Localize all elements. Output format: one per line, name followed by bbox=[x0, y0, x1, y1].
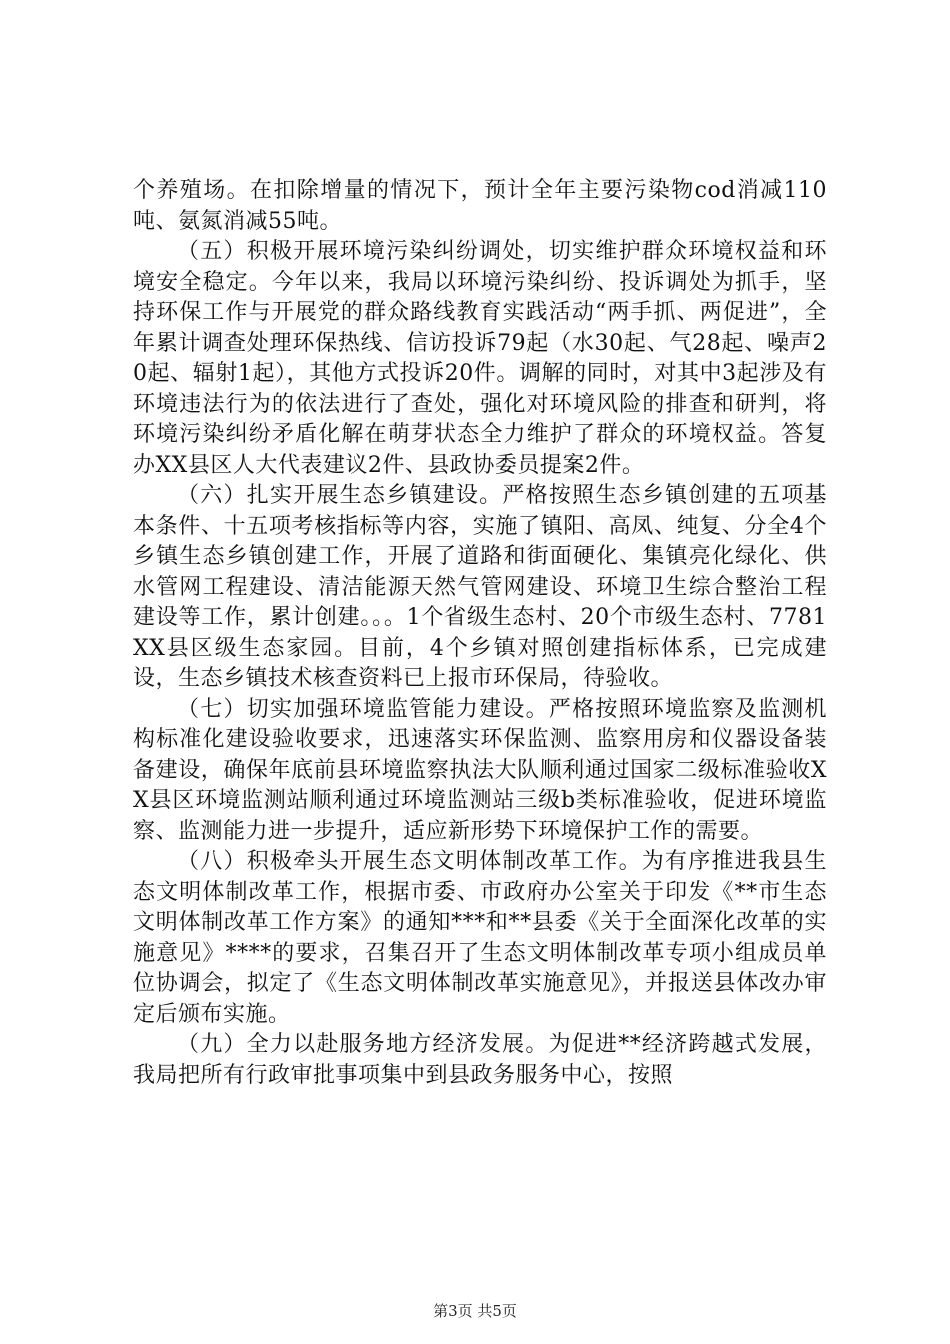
paragraph-6: （九）全力以赴服务地方经济发展。为促进**经济跨越式发展，我局把所有行政审批事项集中到县政务服务中心，按照 bbox=[133, 1032, 827, 1088]
paragraph-5: （八）积极牵头开展生态文明体制改革工作。为有序推进我县生态文明体制改革工作，根据市委、市政府办公室关于印发《**市生态文明体制改革工作方案》的通知***和**县委《关于全面深化改革的实施意见》****的要求，召集召开了生态文明体制改革专项小组成员单位协调会，拟定了《生态文明体制改革实施意见》，并报送县体改办审定后颁布实施。 bbox=[133, 849, 827, 1027]
document-body bbox=[133, 176, 827, 1091]
paragraph-3: （六）扎实开展生态乡镇建设。严格按照生态乡镇创建的五项基本条件、十五项考核指标等内容，实施了镇阳、高凤、纯复、分全4个乡镇生态乡镇创建工作，开展了道路和街面硬化、集镇亮化绿化、供水管网工程建设、清洁能源天然气管网建设、环境卫生综合整治工程建设等工作，累计创建。。。1个省级生态村、20个市级生态村、7781XX县区级生态家园。目前，4个乡镇对照创建指标体系，已完成建设，生态乡镇技术核查资料已上报市环保局，待验收。 bbox=[133, 483, 827, 691]
paragraph-1: 个养殖场。在扣除增量的情况下，预计全年主要污染物cod消减110吨、氨氮消减55吨。 bbox=[133, 178, 827, 234]
paragraph-4: （七）切实加强环境监管能力建设。严格按照环境监察及监测机构标准化建设验收要求，迅速落实环保监测、监察用房和仪器设备装备建设，确保年底前县环境监察执法大队顺利通过国家二级标准验收XX县区环境监测站顺利通过环境监测站三级b类标准验收，促进环境监察、监测能力进一步提升，适应新形势下环境保护工作的需要。 bbox=[133, 696, 827, 844]
page-number-footer: 第3页 共5页 bbox=[433, 1302, 517, 1320]
paragraph-2: （五）积极开展环境污染纠纷调处，切实维护群众环境权益和环境安全稳定。今年以来，我局以环境污染纠纷、投诉调处为抓手，坚持环保工作与开展党的群众路线教育实践活动“两手抓、两促进”，全年累计调查处理环保热线、信访投诉79起（水30起、气28起、噪声20起、辐射1起），其他方式投诉20件。调解的同时，对其中3起涉及有环境违法行为的依法进行了查处，强化对环境风险的排查和研判，将环境污染纠纷矛盾化解在萌芽状态全力维护了群众的环境权益。答复办XX县区人大代表建议2件、县政协委员提案2件。 bbox=[133, 239, 827, 478]
